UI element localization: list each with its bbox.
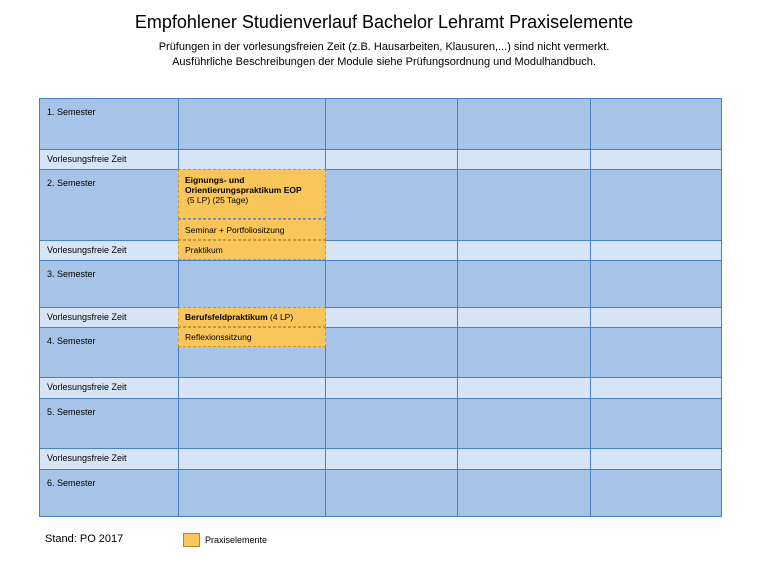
table-cell bbox=[590, 240, 722, 261]
table-cell bbox=[590, 377, 722, 399]
table-cell bbox=[325, 398, 458, 449]
stand-label: Stand: PO 2017 bbox=[45, 533, 124, 545]
row-label: 1. Semester bbox=[47, 107, 96, 117]
row-label-semester bbox=[39, 469, 179, 517]
table-cell bbox=[325, 98, 458, 150]
table-cell bbox=[325, 307, 458, 328]
table-cell bbox=[457, 377, 591, 399]
table-cell bbox=[457, 307, 591, 328]
row-label: Vorlesungsfreie Zeit bbox=[47, 382, 127, 392]
table-cell bbox=[457, 398, 591, 449]
eop-detail: (5 LP) (25 Tage) bbox=[187, 195, 249, 205]
row-label-break bbox=[39, 377, 179, 399]
eop-seminar-label: Seminar + Portfoliositzung bbox=[185, 225, 285, 235]
table-cell bbox=[457, 169, 591, 241]
row-label-semester bbox=[39, 169, 179, 241]
row-label-semester bbox=[39, 98, 179, 150]
row-label: 4. Semester bbox=[47, 336, 96, 346]
row-label: 2. Semester bbox=[47, 178, 96, 188]
table-cell bbox=[457, 448, 591, 470]
eop-seminar-block bbox=[178, 219, 326, 240]
table-cell bbox=[325, 260, 458, 308]
bfp-reflexion-block bbox=[178, 327, 326, 347]
table-cell bbox=[457, 240, 591, 261]
subtitle-line-2: Ausführliche Beschreibungen der Module siehe Prüfungsordnung und Modulhandbuch. bbox=[172, 56, 596, 68]
table-cell bbox=[590, 327, 722, 378]
row-label-semester bbox=[39, 260, 179, 308]
table-cell bbox=[178, 398, 326, 449]
row-label-break bbox=[39, 149, 179, 170]
row-label: Vorlesungsfreie Zeit bbox=[47, 312, 127, 322]
table-cell bbox=[178, 377, 326, 399]
bfp-module-block bbox=[178, 307, 326, 327]
table-cell bbox=[325, 240, 458, 261]
table-cell bbox=[590, 307, 722, 328]
table-cell bbox=[325, 377, 458, 399]
eop-module-block bbox=[178, 169, 326, 219]
table-cell bbox=[178, 469, 326, 517]
table-cell bbox=[457, 98, 591, 150]
table-cell bbox=[590, 260, 722, 308]
row-label: Vorlesungsfreie Zeit bbox=[47, 453, 127, 463]
table-cell bbox=[590, 448, 722, 470]
table-cell bbox=[590, 149, 722, 170]
row-label-break bbox=[39, 307, 179, 328]
table-cell bbox=[178, 260, 326, 308]
eop-title-line1: Eignungs- und bbox=[185, 175, 245, 185]
subtitle-line-1: Prüfungen in der vorlesungsfreien Zeit (z.B. Hausarbeiten, Klausuren,...) sind nicht vermerkt. bbox=[158, 41, 610, 53]
table-cell bbox=[325, 327, 458, 378]
row-label: Vorlesungsfreie Zeit bbox=[47, 154, 127, 164]
page-title: Empfohlener Studienverlauf Bachelor Lehramt Praxiselemente bbox=[134, 12, 634, 32]
row-label-semester bbox=[39, 398, 179, 449]
table-cell bbox=[590, 398, 722, 449]
row-label-semester bbox=[39, 327, 179, 378]
row-label-break bbox=[39, 448, 179, 470]
eop-praktikum-label: Praktikum bbox=[185, 245, 223, 255]
bfp-title: Berufsfeldpraktikum bbox=[185, 312, 268, 322]
table-cell bbox=[178, 149, 326, 170]
table-cell bbox=[457, 260, 591, 308]
table-cell bbox=[457, 327, 591, 378]
table-cell bbox=[457, 469, 591, 517]
table-cell bbox=[325, 448, 458, 470]
eop-title-line2: Orientierungspraktikum EOP bbox=[185, 185, 302, 195]
table-cell bbox=[178, 98, 326, 150]
table-cell bbox=[590, 98, 722, 150]
row-label: 6. Semester bbox=[47, 478, 96, 488]
table-cell bbox=[590, 469, 722, 517]
table-cell bbox=[590, 169, 722, 241]
eop-praktikum-block bbox=[178, 240, 326, 260]
table-cell bbox=[178, 448, 326, 470]
legend-label: Praxiselemente bbox=[205, 535, 268, 545]
table-cell bbox=[457, 149, 591, 170]
legend-swatch bbox=[183, 533, 200, 547]
row-label: 5. Semester bbox=[47, 407, 96, 417]
bfp-detail: (4 LP) bbox=[267, 312, 294, 322]
table-cell bbox=[325, 169, 458, 241]
row-label-break bbox=[39, 240, 179, 261]
bfp-reflexion-label: Reflexionssitzung bbox=[185, 332, 252, 342]
row-label: Vorlesungsfreie Zeit bbox=[47, 245, 127, 255]
table-cell bbox=[325, 149, 458, 170]
row-label: 3. Semester bbox=[47, 269, 96, 279]
table-cell bbox=[325, 469, 458, 517]
